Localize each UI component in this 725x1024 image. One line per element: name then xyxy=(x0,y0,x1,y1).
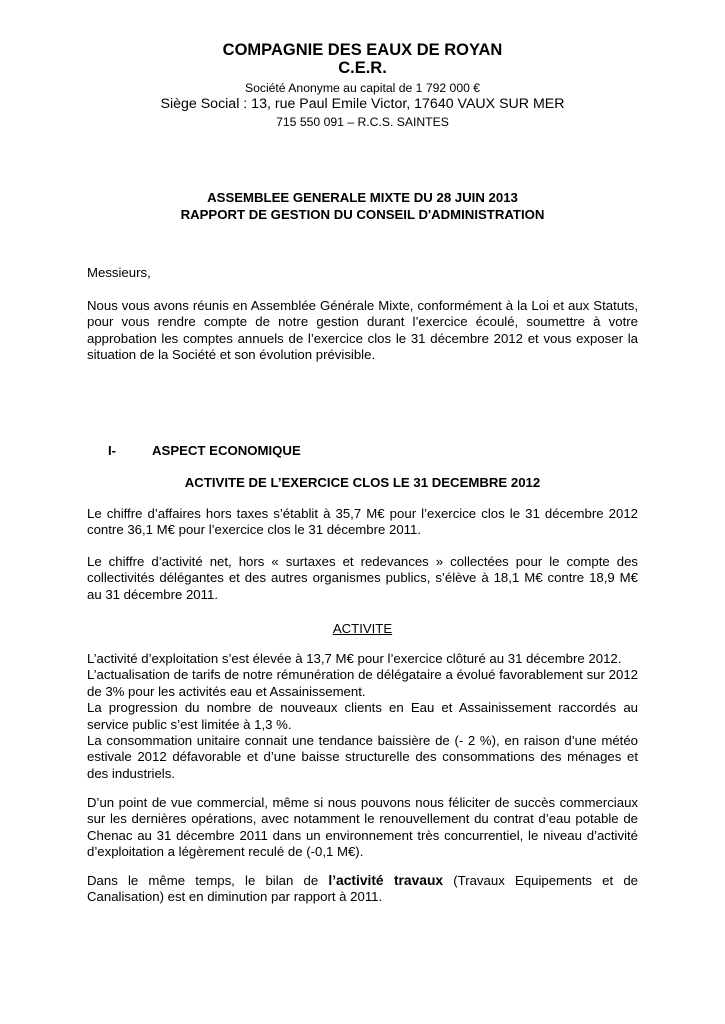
greeting: Messieurs, xyxy=(87,265,151,280)
intro-paragraph: Nous vous avons réunis en Assemblée Générale Mixte, conformément à la Loi et aux Statuts, pour vous rendre compte de notre gestion durant l’exercice écoulé, soumettre à votre approbation les comptes annuels de l’exercice clos le 31 décembre 2012 et vous exposer la situation de la Société et son évolution prévisible. xyxy=(87,298,638,363)
activity-line: La consommation unitaire connait une tendance baissière de (- 2 %), en raison d’une météo estivale 2012 défavorable et d’une baisse structurelle des consommations des ménages et des industriels. xyxy=(87,733,638,781)
company-head-office: Siège Social : 13, rue Paul Emile Victor, 17640 VAUX SUR MER xyxy=(160,96,565,112)
activity-line: L’activité d’exploitation s’est élevée à 13,7 M€ pour l’exercice clôturé au 31 décembre 2012. xyxy=(87,651,622,666)
company-short-name: C.E.R. xyxy=(338,59,387,77)
section-title: ASPECT ECONOMIQUE xyxy=(152,443,301,458)
net-activity-paragraph: Le chiffre d’activité net, hors « surtaxes et redevances » collectées pour le compte des collectivités délégantes et des autres organismes publics, s’élève à 18,1 M€ contre 18,9 M€ au 31 décembre 2011. xyxy=(87,554,638,602)
activity-line: La progression du nombre de nouveaux clients en Eau et Assainissement raccordés au service public s’est limitée à 1,3 %. xyxy=(87,700,638,732)
works-emphasis: l’activité travaux xyxy=(328,873,444,888)
company-name: COMPAGNIE DES EAUX DE ROYAN xyxy=(222,41,503,59)
works-paragraph xyxy=(87,873,638,906)
works-text-start: Dans le même temps, le bilan de xyxy=(87,873,329,888)
company-capital: Société Anonyme au capital de 1 792 000 € xyxy=(244,81,481,95)
activity-line: L’actualisation de tarifs de notre rémunération de délégataire a évolué favorablement sur 2012 de 3% pour les activités eau et Assainissement. xyxy=(87,667,638,699)
document-title-assembly: ASSEMBLEE GENERALE MIXTE DU 28 JUIN 2013 xyxy=(207,190,518,205)
document-title-report: RAPPORT DE GESTION DU CONSEIL D'ADMINISTRATION xyxy=(180,207,545,222)
commercial-paragraph: D’un point de vue commercial, même si nous pouvons nous féliciter de succès commerciaux sur les dernières opérations, avec notamment le renouvellement du contrat d’eau potable de Chenac au 31 décembre 2011 dans un environnement très concurrentiel, le niveau d’activité d’exploitation a légèrement reculé de (-0,1 M€). xyxy=(87,795,638,860)
section-number: I- xyxy=(108,443,117,458)
section-subheading: ACTIVITE DE L’EXERCICE CLOS LE 31 DECEMBRE 2012 xyxy=(184,475,541,490)
works-text-end: (Travaux Equipements et de Canalisation) est en diminution par rapport à 2011. xyxy=(87,873,638,905)
revenue-paragraph: Le chiffre d’affaires hors taxes s’établit à 35,7 M€ pour l’exercice clos le 31 décembre 2012 contre 36,1 M€ pour l’exercice clos le 31 décembre 2011. xyxy=(87,506,638,538)
activity-label: ACTIVITE xyxy=(332,621,393,636)
company-registration: 715 550 091 – R.C.S. SAINTES xyxy=(276,115,449,129)
activity-paragraph xyxy=(87,651,638,782)
